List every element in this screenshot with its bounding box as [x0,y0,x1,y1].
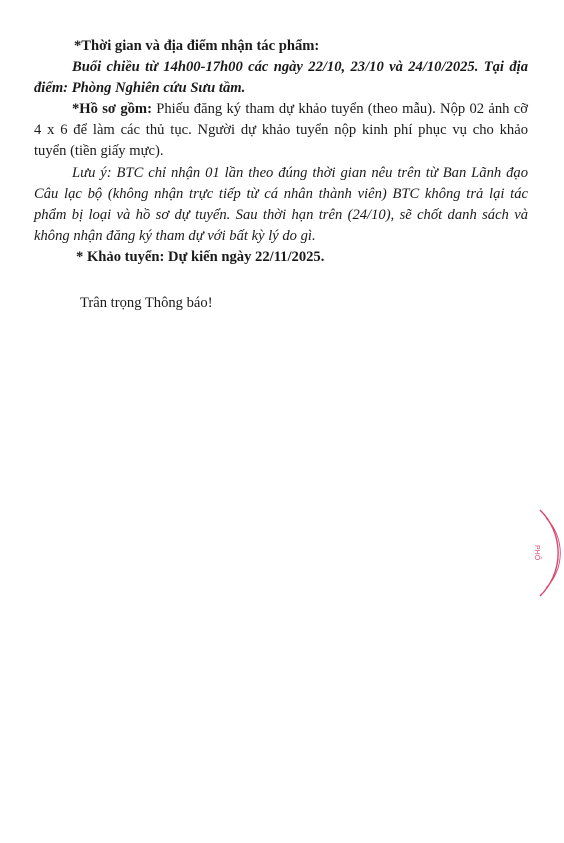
closing-greeting: Trân trọng Thông báo! [80,295,213,311]
red-seal-stamp [526,508,564,598]
documents-line-2: 4 x 6 để làm các thủ tục. Người dự khảo tuyển nộp kinh phí phục vụ cho khảo [34,122,528,138]
note-line-1: Lưu ý: BTC chỉ nhận 01 lần theo đúng thời gian nêu trên từ Ban Lãnh đạo [72,165,528,181]
documents-line-1 [72,100,528,118]
time-location-line-2: điểm: Phòng Nghiên cứu Sưu tầm. [34,80,246,96]
time-location-heading: *Thời gian và địa điểm nhận tác phẩm: [74,38,320,54]
note-line-3: phẩm bị loại và hồ sơ dự tuyển. Sau thời hạn trên (24/10), sẽ chốt danh sách và [34,207,528,223]
documents-line-3: tuyển (tiền giấy mực). [34,143,164,159]
note-line-4: không nhận đăng ký tham dự với bất kỳ lý do gì. [34,228,316,244]
time-location-line-1: Buổi chiều từ 14h00-17h00 các ngày 22/10, 23/10 và 24/10/2025. Tại địa [72,59,528,75]
exam-date: * Khảo tuyển: Dự kiến ngày 22/11/2025. [76,249,325,265]
documents-line-1-text: Phiếu đăng ký tham dự khảo tuyển (theo mẫu). Nộp 02 ảnh cỡ [151,101,528,117]
note-line-2: Câu lạc bộ (không nhận trực tiếp từ cá nhân thành viên) BTC không trả lại tác [34,186,528,202]
stamp-partial-text: PHỐ [533,545,540,561]
documents-label: *Hồ sơ gồm: [72,101,152,117]
